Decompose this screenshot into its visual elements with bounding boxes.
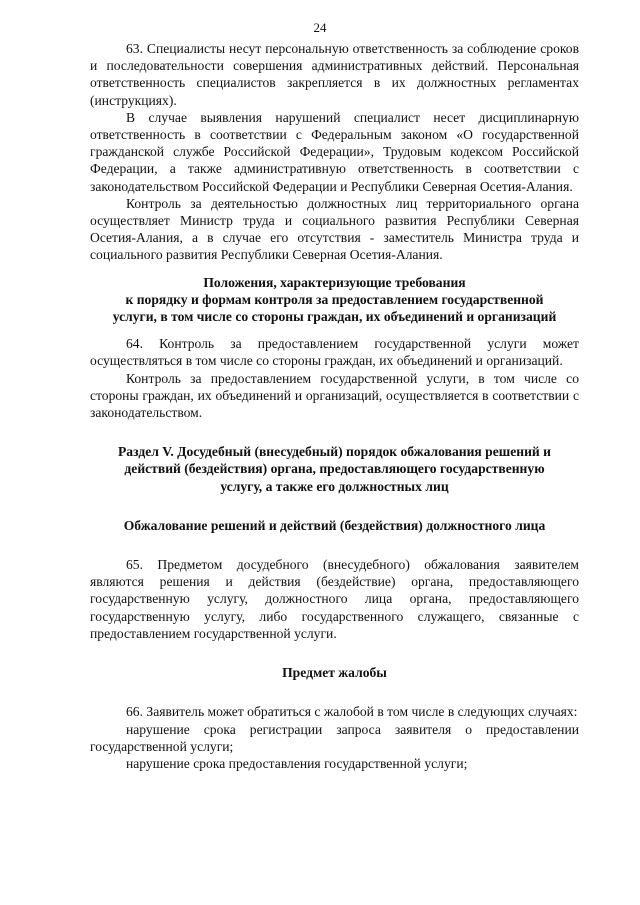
heading-line: Положения, характеризующие требования bbox=[203, 274, 466, 290]
heading-appeal-decisions bbox=[90, 517, 579, 534]
heading-line: Обжалование решений и действий (бездействия) должностного лица bbox=[123, 517, 546, 533]
paragraph-63: 63. Специалисты несут персональную ответственность за соблюдение сроков и последовательности совершения административных действий. Персональная ответственность специалистов закрепляется в их должностных регламентах (инструкциях). bbox=[90, 41, 579, 108]
paragraph-disciplinary-responsibility: В случае выявления нарушений специалист несет дисциплинарную ответственность в соответствии с Федеральным законом «О государственной гражданской службе Российской Федерации», Трудовым кодексом Российской Федерации, а также административную ответственность в соответствии с законодательством Российской Федерации и Республики Северная Осетия-Алания. bbox=[90, 109, 579, 194]
heading-line: Предмет жалобы bbox=[282, 665, 387, 681]
heading-line: услуги, в том числе со стороны граждан, их объединений и организаций bbox=[112, 309, 557, 325]
heading-complaint-subject bbox=[90, 664, 579, 681]
paragraph-64: 64. Контроль за предоставлением государственной услуги может осуществляться в том числе со стороны граждан, их объединений и организаций. bbox=[90, 336, 579, 369]
paragraph-65: 65. Предметом досудебного (внесудебного) обжалования заявителем являются решения и действия (бездействие) органа, предоставляющего государственную услугу, должностного лица органа, предоставляющего государственную услугу, либо государственного служащего, связанные с предоставлением государственной услуги. bbox=[90, 557, 579, 641]
paragraph-control-by-citizens: Контроль за предоставлением государственной услуги, в том числе со стороны граждан, их объединений и организаций, осуществляется в соответствии с законодательством. bbox=[90, 370, 579, 421]
heading-section-5 bbox=[90, 443, 579, 495]
list-item-registration-violation: нарушение срока регистрации запроса заявителя о предоставлении государственной услуги; bbox=[90, 721, 579, 754]
list-item-deadline-violation: нарушение срока предоставления государственной услуги; bbox=[126, 755, 468, 771]
heading-line: действий (бездействия) органа, предоставляющего государственную bbox=[124, 461, 545, 477]
heading-control-requirements bbox=[90, 274, 579, 326]
paragraph-66: 66. Заявитель может обратиться с жалобой в том числе в следующих случаях: bbox=[126, 704, 578, 720]
paragraph-control-officials: Контроль за деятельностью должностных лиц территориального органа осуществляет Министр труда и социального развития Республики Северная Осетия-Алания, а в случае его отсутствия - заместитель Министра труда и социального развития Республики Северная Осетия-Алания. bbox=[90, 195, 579, 263]
document-body bbox=[90, 40, 579, 772]
heading-line: к порядку и формам контроля за предоставлением государственной bbox=[125, 291, 544, 307]
heading-line: услугу, а также его должностных лиц bbox=[220, 478, 449, 494]
heading-line: Раздел V. Досудебный (внесудебный) порядок обжалования решений и bbox=[118, 444, 551, 460]
page-number: 24 bbox=[313, 20, 327, 35]
